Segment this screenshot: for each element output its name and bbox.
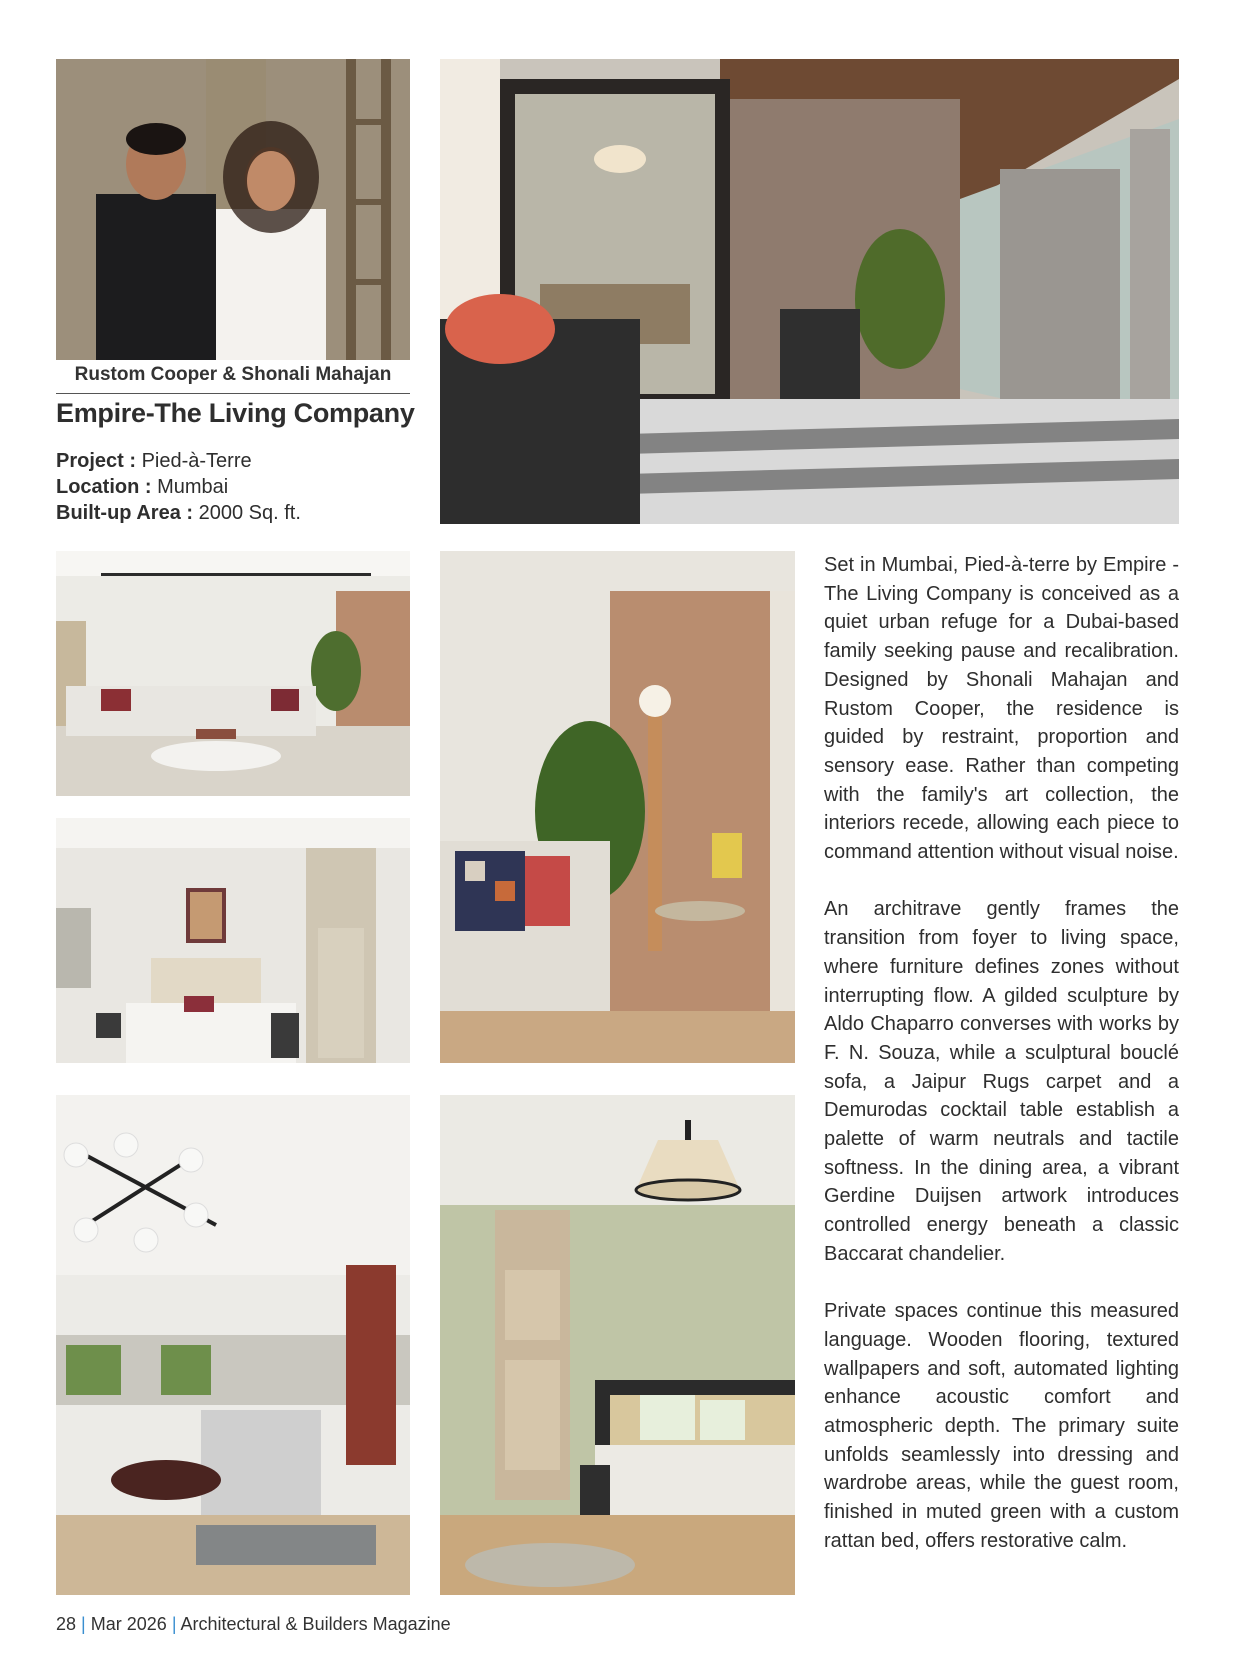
location-row [56,474,301,500]
balcony-photo [440,59,1179,524]
publication-name: Architectural & Builders Magazine [180,1614,451,1634]
company-name: Empire-The Living Company [56,398,415,428]
page-footer [56,1614,451,1635]
location-value: Mumbai [151,476,229,498]
article-paragraph: An architrave gently frames the transition from foyer to living space, where furniture defines zones without interrupting flow. A gilded sculpture by Aldo Chaparro converses with works by F. N. Souza, while a sculptural bouclé sofa, a Jaipur Rugs carpet and a Demurodas cocktail table establish a palette of warm neutrals and tactile softness. In the dining area, a vibrant Gerdine Duijsen artwork introduces controlled energy beneath a classic Baccarat chandelier. [824,898,1179,1265]
footer-separator: | [171,1614,177,1634]
bedroom-photo [56,818,410,1063]
project-row [56,448,301,474]
designer-names: Rustom Cooper & Shonali Mahajan [74,364,392,385]
area-value: 2000 Sq. ft. [193,502,301,524]
project-facts [56,448,301,526]
article-paragraph: Private spaces continue this measured language. Wooden flooring, textured wallpapers and soft, automated lighting enhance acoustic comfort and atmospheric depth. The primary suite unfolds seamlessly into dressing and wardrobe areas, while the guest room, finished in muted green with a custom rattan bed, offers restorative calm. [824,1300,1179,1552]
living-corner-photo [440,551,795,1063]
open-plan-living-photo [56,1095,410,1595]
location-label: Location : [56,476,152,498]
project-value: Pied-à-Terre [136,450,252,472]
page-number: 28 [56,1614,77,1634]
footer-separator: | [81,1614,86,1634]
project-label: Project : [56,450,137,472]
article-paragraph: Set in Mumbai, Pied-à-terre by Empire - The Living Company is conceived as a quiet urban refuge for a Dubai-based family seeking pause and recalibration. Designed by Shonali Mahajan and Rustom Cooper, the residence is guided by restraint, proportion and sensory ease. Rather than competing with the family's art collection, the interiors recede, allowing each piece to command attention without visual noise. [824,554,1179,864]
area-row [56,500,301,526]
issue-date: Mar 2026 [90,1614,167,1634]
article-body [824,551,1179,1584]
living-room-photo [56,551,410,796]
caption-divider [56,393,410,394]
guest-bedroom-photo [440,1095,795,1595]
designers-portrait-photo [56,59,410,360]
area-label: Built-up Area : [56,502,194,524]
